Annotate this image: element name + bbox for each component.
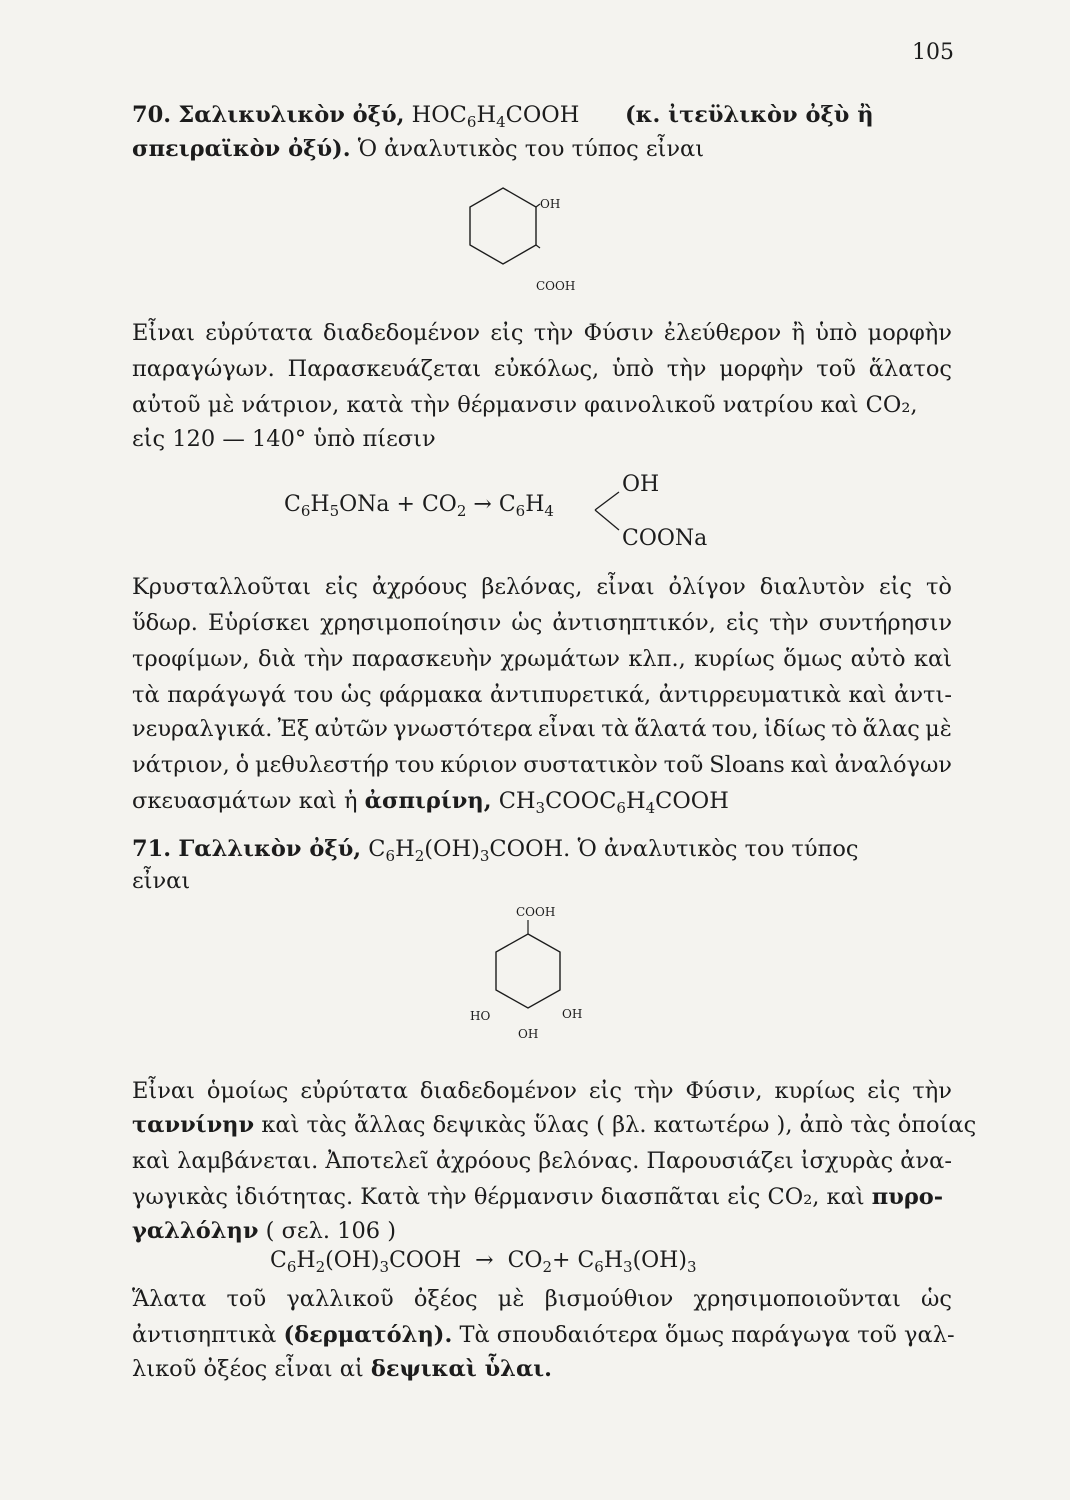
s71-para1-line2: ταννίνην καὶ τὰς ἄλλας δεψικὰς ὕλας ( βλ. κατωτέρω ), ἀπὸ τὰς ὁποίας	[132, 1112, 977, 1138]
product-oh: OH	[622, 472, 660, 497]
tannin-term: ταννίνην	[132, 1112, 255, 1138]
compound-formula: $HOC_6H_4COOH$	[411, 102, 580, 131]
section-number: 71.	[132, 836, 172, 862]
oh-bottom-label: OH	[518, 1027, 539, 1041]
structure-intro: Ὁ ἀναλυτικὸς του τύπος εἶναι	[357, 136, 705, 162]
alt-names-line2: σπειραϊκὸν ὀξύ). Ὁ ἀναλυτικὸς του τύπος εἶναι	[132, 136, 705, 162]
tanning-substances-term: δεψικαὶ ὗλαι.	[370, 1356, 552, 1382]
s70-para2-line6: νάτριον, ὁ μεθυλεστήρ του κύριον συστατικὸν τοῦ Sloans καὶ ἀναλόγων	[132, 752, 952, 778]
compound-formula: $C_6H_2(OH)_3COOH$.	[368, 836, 571, 865]
s70-para1-line1: Εἶναι εὐρύτατα διαδεδομένον εἰς τὴν Φύσιν ἐλεύθερον ἢ ὑπὸ μορφὴν	[132, 320, 952, 346]
s70-para2-line4: τὰ παράγωγά του ὡς φάρμακα ἀντιπυρετικά, ἀντιρρευματικὰ καὶ ἀντι-	[132, 682, 952, 708]
section-71-heading	[132, 834, 952, 864]
section-71-intro-line2: εἶναι	[132, 868, 191, 894]
s71-para2-line2: ἀντισηπτικὰ (δερματόλη). Τὰ σπουδαιότερα ὅμως παράγωγα τοῦ γαλ-	[132, 1322, 955, 1348]
s70-para1-line4: εἰς 120 — 140° ὑπὸ πίεσιν	[132, 426, 436, 452]
oh-right-label: OH	[562, 1007, 583, 1021]
salicylate-reaction: $C_6H_5ONa + CO_2 \to C_6H_4$	[284, 492, 554, 520]
salicylic-acid-structure	[468, 180, 578, 314]
s70-para1-line3: αὐτοῦ μὲ νάτριον, κατὰ τὴν θέρμανσιν φαινολικοῦ νατρίου καὶ CO₂,	[132, 392, 918, 418]
s70-para1-line2: παραγώγων. Παρασκευάζεται εὐκόλως, ὑπὸ τὴν μορφὴν τοῦ ἅλατος	[132, 356, 952, 382]
s71-para2-line1: Ἅλατα τοῦ γαλλικοῦ ὀξέος μὲ βισμούθιον χρησιμοποιοῦνται ὡς	[132, 1286, 952, 1312]
gallic-acid-structure	[470, 900, 590, 1054]
ho-label: HO	[470, 1009, 491, 1023]
s71-para1-line3: καὶ λαμβάνεται. Ἀποτελεῖ ἀχρόους βελόνας. Παρουσιάζει ἰσχυρὰς ἀνα-	[132, 1148, 952, 1174]
pyrogallol-term-1: πυρο-	[871, 1184, 944, 1210]
structure-intro: Ὁ ἀναλυτικὸς του τύπος	[577, 836, 859, 862]
product-coona: COONa	[622, 526, 708, 551]
s70-para2-line2: ὕδωρ. Εὑρίσκει χρησιμοποίησιν ὡς ἀντισηπτικόν, εἰς τὴν συντήρησιν	[132, 610, 952, 636]
page-number: 105	[912, 40, 954, 65]
gallic-reaction: $C_6H_2(OH)_3COOH \to CO_2+ C_6H_3(OH)_3$	[270, 1248, 697, 1276]
oh-label: OH	[540, 197, 561, 211]
alt-names-line1: (κ. ἰτεϋλικὸν ὀξὺ ἢ	[625, 102, 874, 128]
cooh-label: COOH	[516, 905, 556, 919]
reaction-arrow: →	[473, 492, 492, 517]
s70-para2-line5: νευραλγικά. Ἐξ αὐτῶν γνωστότερα εἶναι τὰ ἅλατά του, ἰδίως τὸ ἅλας μὲ	[132, 716, 952, 742]
compound-name: Γαλλικὸν ὀξύ,	[178, 836, 362, 862]
s70-para2-line3: τροφίμων, διὰ τὴν παρασκευὴν χρωμάτων κλπ., κυρίως ὅμως αὐτὸ καὶ	[132, 646, 952, 672]
section-number: 70.	[132, 102, 172, 128]
s71-para2-line3: λικοῦ ὀξέος εἶναι αἱ δεψικαὶ ὗλαι.	[132, 1356, 552, 1382]
compound-name: Σαλικυλικὸν ὀξύ,	[178, 102, 405, 128]
s71-para1-line5: γαλλόλην ( σελ. 106 )	[132, 1218, 397, 1244]
aspirin-term: ἀσπιρίνη,	[364, 788, 492, 814]
s70-para2-line7: σκευασμάτων καὶ ἡ ἀσπιρίνη, $CH_3COOC_6H_4COOH$	[132, 788, 729, 817]
s71-para1-line4: γωγικὰς ἰδιότητας. Κατὰ τὴν θέρμανσιν διασπᾶται εἰς CO₂, καὶ πυρο-	[132, 1184, 944, 1210]
reaction-branch	[593, 484, 623, 544]
dermatol-term: (δερματόλη).	[283, 1322, 453, 1348]
pyrogallol-term-2: γαλλόλην	[132, 1218, 259, 1244]
reaction-arrow: →	[475, 1248, 494, 1273]
cooh-label: COOH	[536, 279, 576, 293]
aspirin-formula: $CH_3COOC_6H_4COOH$	[498, 788, 729, 817]
s70-para2-line1: Κρυσταλλοῦται εἰς ἀχρόους βελόνας, εἶναι ὀλίγον διαλυτὸν εἰς τὸ	[132, 574, 952, 600]
s71-para1-line1: Εἶναι ὁμοίως εὐρύτατα διαδεδομένον εἰς τὴν Φύσιν, κυρίως εἰς τὴν	[132, 1078, 952, 1104]
